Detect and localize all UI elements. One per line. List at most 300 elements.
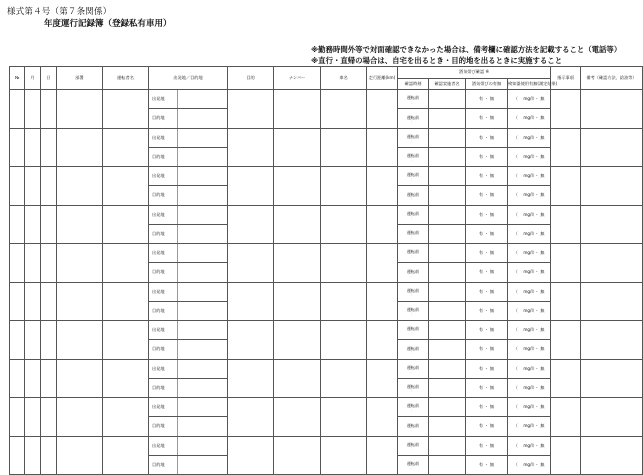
entry-instructions-cell[interactable]	[551, 205, 581, 244]
entry-purpose-cell[interactable]	[228, 167, 274, 206]
departure-cell[interactable]	[178, 282, 228, 301]
entry-remarks-cell[interactable]	[581, 321, 643, 360]
departure-cell[interactable]	[178, 321, 228, 340]
destination-label: 目的地	[149, 455, 178, 474]
before-driving-label: 運転前	[406, 153, 420, 159]
before-driving-label: 運転前	[406, 461, 420, 467]
check-time-cell[interactable]	[398, 378, 429, 397]
destination-label: 目的地	[149, 263, 178, 282]
departure-cell[interactable]	[178, 398, 228, 417]
entry-plate-cell[interactable]	[274, 244, 321, 283]
header-detector: 検知器使用有無(測定結果)	[508, 78, 551, 90]
entry-driver-cell[interactable]	[103, 90, 149, 129]
entry-vehicle-cell[interactable]	[321, 167, 367, 206]
departure-label: 出発地	[149, 359, 178, 378]
before-driving-label: 運転前	[406, 307, 420, 313]
detector-result-cell[interactable]: （ mg/l）・ 無	[508, 455, 551, 474]
entry-vehicle-cell[interactable]	[321, 205, 367, 244]
departure-label: 出発地	[149, 244, 178, 263]
checker-cell[interactable]	[429, 263, 466, 282]
check-time-cell[interactable]	[398, 186, 429, 205]
destination-cell[interactable]	[178, 224, 228, 243]
detector-result-cell[interactable]: （ mg/l）・ 無	[508, 359, 551, 378]
checker-cell[interactable]	[429, 398, 466, 417]
detector-result-cell[interactable]: （ mg/l）・ 無	[508, 378, 551, 397]
checker-cell[interactable]	[429, 90, 466, 109]
time-colon: ：	[410, 195, 416, 201]
entry-purpose-cell[interactable]	[228, 436, 274, 475]
log-entry-row	[10, 436, 643, 455]
visual-check-cell[interactable]: 有 ・ 無	[466, 398, 508, 417]
visual-check-cell[interactable]: 有 ・ 無	[466, 436, 508, 455]
entry-vehicle-cell[interactable]	[321, 436, 367, 475]
destination-label: 目的地	[149, 417, 178, 436]
checker-cell[interactable]	[429, 378, 466, 397]
entry-plate-cell[interactable]	[274, 359, 321, 398]
before-driving-label: 運転前	[406, 326, 420, 332]
header-department: 部署	[57, 67, 103, 90]
entry-distance-cell[interactable]	[367, 436, 398, 475]
entry-month-cell[interactable]	[25, 167, 41, 206]
check-time-cell[interactable]	[398, 417, 429, 436]
entry-remarks-cell[interactable]	[581, 436, 643, 475]
time-colon: ：	[410, 215, 416, 221]
detector-result-cell[interactable]: （ mg/l）・ 無	[508, 147, 551, 166]
check-time-cell[interactable]	[398, 263, 429, 282]
log-body	[10, 90, 643, 475]
header-checker: 確認実施者名	[429, 78, 466, 90]
check-time-cell[interactable]	[398, 436, 429, 455]
entry-day-cell[interactable]	[41, 128, 57, 167]
entry-purpose-cell[interactable]	[228, 398, 274, 437]
visual-check-cell[interactable]: 有 ・ 無	[466, 340, 508, 359]
visual-check-cell[interactable]: 有 ・ 無	[466, 301, 508, 320]
departure-cell[interactable]	[178, 205, 228, 224]
entry-month-cell[interactable]	[25, 90, 41, 129]
entry-distance-cell[interactable]	[367, 128, 398, 167]
entry-instructions-cell[interactable]	[551, 90, 581, 129]
time-colon: ：	[410, 407, 416, 413]
departure-cell[interactable]	[178, 167, 228, 186]
entry-distance-cell[interactable]	[367, 282, 398, 321]
check-time-cell[interactable]	[398, 224, 429, 243]
detector-result-cell[interactable]: （ mg/l）・ 無	[508, 128, 551, 147]
departure-label: 出発地	[149, 398, 178, 417]
entry-remarks-cell[interactable]	[581, 90, 643, 129]
header-route: 出発地／目的地	[149, 67, 228, 90]
check-time-cell[interactable]	[398, 205, 429, 224]
visual-check-cell[interactable]: 有 ・ 無	[466, 359, 508, 378]
entry-remarks-cell[interactable]	[581, 167, 643, 206]
destination-cell[interactable]	[178, 109, 228, 128]
detector-result-cell[interactable]: （ mg/l）・ 無	[508, 109, 551, 128]
checker-cell[interactable]	[429, 205, 466, 224]
departure-cell[interactable]	[178, 436, 228, 455]
before-driving-label: 運転前	[406, 403, 420, 409]
header-remarks: 備考（確認方法、給油等）	[581, 67, 643, 90]
entry-day-cell[interactable]	[41, 398, 57, 437]
time-colon: ：	[410, 138, 416, 144]
before-driving-label: 運転前	[406, 210, 420, 216]
time-colon: ：	[410, 330, 416, 336]
header-vehicle: 車名	[321, 67, 367, 90]
before-driving-label: 運転前	[406, 345, 420, 351]
log-entry-row	[10, 90, 643, 109]
check-time-cell[interactable]	[398, 455, 429, 474]
entry-purpose-cell[interactable]	[228, 282, 274, 321]
log-entry-row	[10, 167, 643, 186]
header-check-time: 確認時刻	[398, 78, 429, 90]
entry-plate-cell[interactable]	[274, 205, 321, 244]
departure-label: 出発地	[149, 90, 178, 109]
entry-driver-cell[interactable]	[103, 359, 149, 398]
entry-distance-cell[interactable]	[367, 359, 398, 398]
destination-label: 目的地	[149, 147, 178, 166]
header-purpose: 目的	[228, 67, 274, 90]
entry-plate-cell[interactable]	[274, 321, 321, 360]
visual-check-cell[interactable]: 有 ・ 無	[466, 109, 508, 128]
detector-result-cell[interactable]: （ mg/l）・ 無	[508, 321, 551, 340]
entry-day-cell[interactable]	[41, 436, 57, 475]
entry-no-cell[interactable]	[10, 282, 25, 321]
before-driving-label: 運転前	[406, 384, 420, 390]
log-entry-row	[10, 128, 643, 147]
entry-purpose-cell[interactable]	[228, 359, 274, 398]
log-entry-row	[10, 282, 643, 301]
before-driving-label: 運転前	[406, 364, 420, 370]
entry-department-cell[interactable]	[57, 282, 103, 321]
destination-label: 目的地	[149, 340, 178, 359]
destination-label: 目的地	[149, 109, 178, 128]
entry-driver-cell[interactable]	[103, 244, 149, 283]
detector-result-cell[interactable]: （ mg/l）・ 無	[508, 263, 551, 282]
visual-check-cell[interactable]: 有 ・ 無	[466, 90, 508, 109]
entry-distance-cell[interactable]	[367, 90, 398, 129]
entry-plate-cell[interactable]	[274, 90, 321, 129]
check-time-cell[interactable]	[398, 167, 429, 186]
visual-check-cell[interactable]: 有 ・ 無	[466, 128, 508, 147]
header-visual: 酒気帯びの有無	[466, 78, 508, 90]
entry-month-cell[interactable]	[25, 398, 41, 437]
log-entry-row	[10, 359, 643, 378]
time-colon: ：	[410, 369, 416, 375]
check-time-cell[interactable]	[398, 282, 429, 301]
entry-instructions-cell[interactable]	[551, 321, 581, 360]
entry-remarks-cell[interactable]	[581, 205, 643, 244]
visual-check-cell[interactable]: 有 ・ 無	[466, 455, 508, 474]
entry-no-cell[interactable]	[10, 321, 25, 360]
check-time-cell[interactable]	[398, 128, 429, 147]
entry-remarks-cell[interactable]	[581, 128, 643, 167]
checker-cell[interactable]	[429, 455, 466, 474]
time-colon: ：	[410, 176, 416, 182]
before-driving-label: 運転前	[406, 441, 420, 447]
header-month: 月	[25, 67, 41, 90]
entry-remarks-cell[interactable]	[581, 244, 643, 283]
visual-check-cell[interactable]: 有 ・ 無	[466, 417, 508, 436]
destination-cell[interactable]	[178, 340, 228, 359]
entry-department-cell[interactable]	[57, 128, 103, 167]
log-entry-row	[10, 205, 643, 224]
entry-vehicle-cell[interactable]	[321, 398, 367, 437]
time-colon: ：	[410, 99, 416, 105]
entry-instructions-cell[interactable]	[551, 128, 581, 167]
entry-no-cell[interactable]	[10, 205, 25, 244]
header-alcohol-group: 酒気帯び確認 ※	[398, 67, 551, 79]
log-entry-row	[10, 244, 643, 263]
visual-check-cell[interactable]: 有 ・ 無	[466, 167, 508, 186]
time-colon: ：	[410, 349, 416, 355]
entry-no-cell[interactable]	[10, 436, 25, 475]
checker-cell[interactable]	[429, 109, 466, 128]
visual-check-cell[interactable]: 有 ・ 無	[466, 282, 508, 301]
destination-cell[interactable]	[178, 378, 228, 397]
entry-department-cell[interactable]	[57, 398, 103, 437]
before-driving-label: 運転前	[406, 287, 420, 293]
entry-department-cell[interactable]	[57, 90, 103, 129]
entry-day-cell[interactable]	[41, 90, 57, 129]
detector-result-cell[interactable]: （ mg/l）・ 無	[508, 244, 551, 263]
entry-distance-cell[interactable]	[367, 205, 398, 244]
checker-cell[interactable]	[429, 340, 466, 359]
before-driving-label: 運転前	[406, 249, 420, 255]
entry-instructions-cell[interactable]	[551, 282, 581, 321]
entry-distance-cell[interactable]	[367, 398, 398, 437]
header-plate: ナンバー	[274, 67, 321, 90]
destination-cell[interactable]	[178, 301, 228, 320]
entry-plate-cell[interactable]	[274, 436, 321, 475]
entry-day-cell[interactable]	[41, 167, 57, 206]
entry-day-cell[interactable]	[41, 359, 57, 398]
destination-cell[interactable]	[178, 263, 228, 282]
checker-cell[interactable]	[429, 128, 466, 147]
detector-result-cell[interactable]: （ mg/l）・ 無	[508, 90, 551, 109]
visual-check-cell[interactable]: 有 ・ 無	[466, 224, 508, 243]
checker-cell[interactable]	[429, 186, 466, 205]
entry-month-cell[interactable]	[25, 128, 41, 167]
time-colon: ：	[410, 118, 416, 124]
visual-check-cell[interactable]: 有 ・ 無	[466, 321, 508, 340]
entry-no-cell[interactable]	[10, 359, 25, 398]
entry-driver-cell[interactable]	[103, 398, 149, 437]
destination-cell[interactable]	[178, 417, 228, 436]
detector-result-cell[interactable]: （ mg/l）・ 無	[508, 186, 551, 205]
entry-department-cell[interactable]	[57, 359, 103, 398]
entry-vehicle-cell[interactable]	[321, 244, 367, 283]
header-day: 日	[41, 67, 57, 90]
entry-distance-cell[interactable]	[367, 167, 398, 206]
entry-no-cell[interactable]	[10, 128, 25, 167]
before-driving-label: 運転前	[406, 114, 420, 120]
detector-result-cell[interactable]: （ mg/l）・ 無	[508, 398, 551, 417]
entry-plate-cell[interactable]	[274, 167, 321, 206]
entry-plate-cell[interactable]	[274, 398, 321, 437]
entry-vehicle-cell[interactable]	[321, 90, 367, 129]
departure-cell[interactable]	[178, 244, 228, 263]
before-driving-label: 運転前	[406, 422, 420, 428]
entry-distance-cell[interactable]	[367, 244, 398, 283]
entry-no-cell[interactable]	[10, 90, 25, 129]
detector-result-cell[interactable]: （ mg/l）・ 無	[508, 301, 551, 320]
entry-purpose-cell[interactable]	[228, 244, 274, 283]
departure-label: 出発地	[149, 128, 178, 147]
entry-day-cell[interactable]	[41, 205, 57, 244]
time-colon: ：	[410, 311, 416, 317]
detector-result-cell[interactable]: （ mg/l）・ 無	[508, 340, 551, 359]
entry-remarks-cell[interactable]	[581, 359, 643, 398]
checker-cell[interactable]	[429, 224, 466, 243]
checker-cell[interactable]	[429, 301, 466, 320]
entry-driver-cell[interactable]	[103, 128, 149, 167]
entry-no-cell[interactable]	[10, 167, 25, 206]
detector-result-cell[interactable]: （ mg/l）・ 無	[508, 282, 551, 301]
driving-log-table	[9, 66, 643, 475]
entry-driver-cell[interactable]	[103, 167, 149, 206]
checker-cell[interactable]	[429, 359, 466, 378]
detector-result-cell[interactable]: （ mg/l）・ 無	[508, 417, 551, 436]
departure-cell[interactable]	[178, 90, 228, 109]
before-driving-label: 運転前	[406, 191, 420, 197]
entry-department-cell[interactable]	[57, 205, 103, 244]
check-time-cell[interactable]	[398, 147, 429, 166]
time-colon: ：	[410, 388, 416, 394]
time-colon: ：	[410, 272, 416, 278]
check-time-cell[interactable]	[398, 244, 429, 263]
checker-cell[interactable]	[429, 244, 466, 263]
departure-cell[interactable]	[178, 359, 228, 378]
entry-purpose-cell[interactable]	[228, 205, 274, 244]
visual-check-cell[interactable]: 有 ・ 無	[466, 186, 508, 205]
header-instructions: 指示事項	[551, 67, 581, 90]
entry-month-cell[interactable]	[25, 321, 41, 360]
checker-cell[interactable]	[429, 167, 466, 186]
departure-label: 出発地	[149, 321, 178, 340]
departure-label: 出発地	[149, 436, 178, 455]
log-entry-row	[10, 321, 643, 340]
entry-instructions-cell[interactable]	[551, 436, 581, 475]
detector-result-cell[interactable]: （ mg/l）・ 無	[508, 167, 551, 186]
entry-driver-cell[interactable]	[103, 436, 149, 475]
checker-cell[interactable]	[429, 147, 466, 166]
time-colon: ：	[410, 157, 416, 163]
entry-instructions-cell[interactable]	[551, 398, 581, 437]
check-time-cell[interactable]	[398, 398, 429, 417]
entry-day-cell[interactable]	[41, 282, 57, 321]
entry-month-cell[interactable]	[25, 205, 41, 244]
destination-cell[interactable]	[178, 147, 228, 166]
entry-plate-cell[interactable]	[274, 128, 321, 167]
checker-cell[interactable]	[429, 417, 466, 436]
entry-month-cell[interactable]	[25, 436, 41, 475]
log-entry-row	[10, 398, 643, 417]
destination-label: 目的地	[149, 378, 178, 397]
checker-cell[interactable]	[429, 282, 466, 301]
entry-no-cell[interactable]	[10, 244, 25, 283]
before-driving-label: 運転前	[406, 268, 420, 274]
page-title: 年度運行記録簿（登録私有車用）	[44, 19, 172, 29]
entry-plate-cell[interactable]	[274, 282, 321, 321]
departure-label: 出発地	[149, 167, 178, 186]
visual-check-cell[interactable]: 有 ・ 無	[466, 263, 508, 282]
entry-instructions-cell[interactable]	[551, 359, 581, 398]
entry-department-cell[interactable]	[57, 244, 103, 283]
check-time-cell[interactable]	[398, 301, 429, 320]
detector-result-cell[interactable]: （ mg/l）・ 無	[508, 205, 551, 224]
departure-label: 出発地	[149, 205, 178, 224]
entry-driver-cell[interactable]	[103, 205, 149, 244]
check-time-cell[interactable]	[398, 90, 429, 109]
before-driving-label: 運転前	[406, 172, 420, 178]
checker-cell[interactable]	[429, 321, 466, 340]
form-number: 様式第４号（第７条関係）	[7, 7, 112, 17]
entry-department-cell[interactable]	[57, 436, 103, 475]
destination-label: 目的地	[149, 301, 178, 320]
destination-cell[interactable]	[178, 186, 228, 205]
header-no: №	[10, 67, 25, 90]
check-time-cell[interactable]	[398, 340, 429, 359]
entry-purpose-cell[interactable]	[228, 321, 274, 360]
check-time-cell[interactable]	[398, 109, 429, 128]
entry-vehicle-cell[interactable]	[321, 282, 367, 321]
entry-month-cell[interactable]	[25, 244, 41, 283]
entry-instructions-cell[interactable]	[551, 167, 581, 206]
detector-result-cell[interactable]: （ mg/l）・ 無	[508, 436, 551, 455]
entry-vehicle-cell[interactable]	[321, 359, 367, 398]
before-driving-label: 運転前	[406, 230, 420, 236]
entry-driver-cell[interactable]	[103, 282, 149, 321]
entry-day-cell[interactable]	[41, 321, 57, 360]
checker-cell[interactable]	[429, 436, 466, 455]
entry-instructions-cell[interactable]	[551, 244, 581, 283]
note-direct-trip: ※直行・直帰の場合は、自宅を出るとき・目的地を出るときに実施すること	[311, 56, 563, 65]
time-colon: ：	[410, 446, 416, 452]
header-driver: 運転者名	[103, 67, 149, 90]
visual-check-cell[interactable]: 有 ・ 無	[466, 147, 508, 166]
entry-remarks-cell[interactable]	[581, 398, 643, 437]
departure-cell[interactable]	[178, 128, 228, 147]
check-time-cell[interactable]	[398, 359, 429, 378]
time-colon: ：	[410, 426, 416, 432]
entry-day-cell[interactable]	[41, 244, 57, 283]
entry-vehicle-cell[interactable]	[321, 321, 367, 360]
visual-check-cell[interactable]: 有 ・ 無	[466, 205, 508, 224]
entry-driver-cell[interactable]	[103, 321, 149, 360]
entry-purpose-cell[interactable]	[228, 128, 274, 167]
time-colon: ：	[410, 234, 416, 240]
entry-remarks-cell[interactable]	[581, 282, 643, 321]
entry-department-cell[interactable]	[57, 321, 103, 360]
time-colon: ：	[410, 253, 416, 259]
departure-label: 出発地	[149, 282, 178, 301]
before-driving-label: 運転前	[406, 95, 420, 101]
visual-check-cell[interactable]: 有 ・ 無	[466, 378, 508, 397]
entry-month-cell[interactable]	[25, 282, 41, 321]
visual-check-cell[interactable]: 有 ・ 無	[466, 244, 508, 263]
destination-label: 目的地	[149, 224, 178, 243]
time-colon: ：	[410, 292, 416, 298]
check-time-cell[interactable]	[398, 321, 429, 340]
destination-cell[interactable]	[178, 455, 228, 474]
entry-no-cell[interactable]	[10, 398, 25, 437]
detector-result-cell[interactable]: （ mg/l）・ 無	[508, 224, 551, 243]
entry-vehicle-cell[interactable]	[321, 128, 367, 167]
header-distance: 走行距離(km)	[367, 67, 398, 90]
entry-distance-cell[interactable]	[367, 321, 398, 360]
note-remote-confirmation: ※勤務時間外等で対面確認できなかった場合は、備考欄に確認方法を記載すること（電話等）	[311, 45, 622, 54]
entry-purpose-cell[interactable]	[228, 90, 274, 129]
entry-department-cell[interactable]	[57, 167, 103, 206]
entry-month-cell[interactable]	[25, 359, 41, 398]
